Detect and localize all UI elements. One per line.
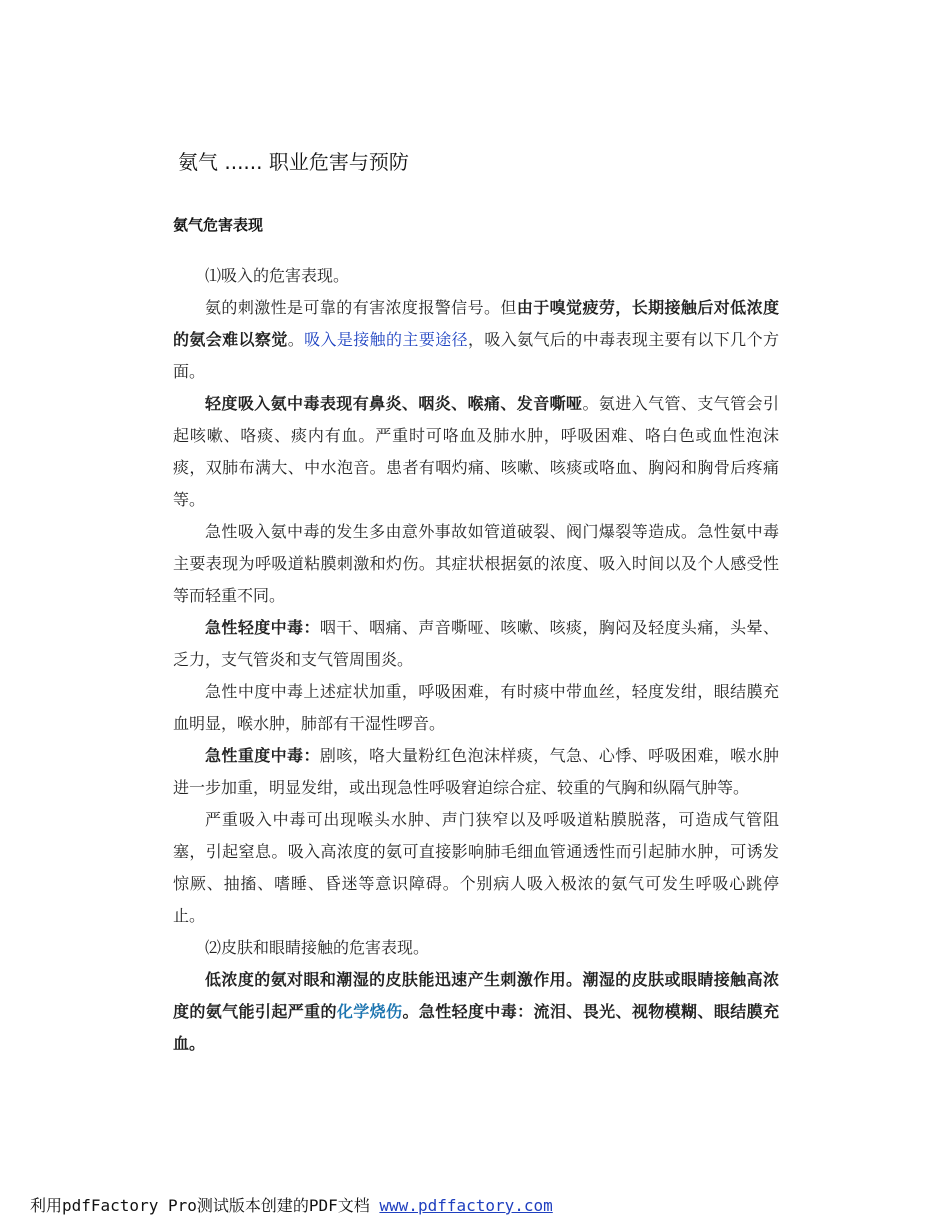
text-run: 低浓度的氨对眼和潮湿的皮肤能迅速产生刺激作用。潮湿的皮肤或眼睛接触高浓度的氨气能引起严重的 [173,970,779,1021]
text-run: ，吸入氨气后的中毒表现主要有以下几个方面。 [173,330,779,381]
paragraph-mild-inhalation [173,388,779,516]
highlight-text-run: 化学烧伤 [336,1002,403,1021]
footer-text: 利用pdfFactory Pro测试版本创建的PDF文档 [30,1196,370,1215]
text-run: 氨的刺激性是可靠的有害浓度报警信号。但 [205,298,517,317]
highlight-text-run: 吸入是接触的主要途径 [304,330,468,349]
paragraph-severe-inhalation: 严重吸入中毒可出现喉头水肿、声门狭窄以及呼吸道粘膜脱落，可造成气管阻塞，引起窒息。吸入高浓度的氨可直接影响肺毛细血管通透性而引起肺水肿，可诱发惊厥、抽搐、嗜睡、昏迷等意识障碍。个别病人吸入极浓的氨气可发生呼吸心跳停止。 [173,810,779,925]
text-run: 。 [287,330,305,349]
text-run: 。急性轻度中毒：流泪、畏光、视物模糊、眼结膜充血。 [173,1002,779,1053]
text-run: 咽干、咽痛、声音嘶哑、咳嗽、咳痰，胸闷及轻度头痛，头晕、乏力，支气管炎和支气管周围炎。 [173,618,779,669]
section-heading: 氨气危害表现 [173,216,264,234]
pdf-watermark-footer [30,1193,553,1216]
text-run: 剧咳，咯大量粉红色泡沫样痰，气急、心悸、呼吸困难，喉水肿进一步加重，明显发绀，或出现急性呼吸窘迫综合症、较重的气胸和纵隔气肿等。 [173,746,779,797]
bold-text-run: 由于嗅觉疲劳，长期接触后对低浓度的氨会难以察觉 [173,298,779,349]
paragraph-warning-signal [173,292,779,388]
paragraph-inhalation-heading: ⑴吸入的危害表现。 [205,266,350,285]
text-run: 。氨进入气管、支气管会引起咳嗽、咯痰、痰内有血。严重时可咯血及肺水肿，呼吸困难、咯白色或血性泡沫痰，双肺布满大、中水泡音。患者有咽灼痛、咳嗽、咳痰或咯血、胸闷和胸骨后疼痛等。 [173,394,779,509]
pdffactory-link[interactable]: www.pdffactory.com [379,1196,553,1215]
bold-text-run: 急性重度中毒： [205,746,320,765]
paragraph-skin-eye-heading: ⑵皮肤和眼睛接触的危害表现。 [205,938,430,957]
bold-text-run: 急性轻度中毒： [205,618,320,637]
page-title: 氨气 ...... 职业危害与预防 [178,150,409,174]
paragraph-acute-mild [173,612,779,676]
document-body [173,260,779,1060]
paragraph-acute-causes: 急性吸入氨中毒的发生多由意外事故如管道破裂、阀门爆裂等造成。急性氨中毒主要表现为呼吸道粘膜刺激和灼伤。其症状根据氨的浓度、吸入时间以及个人感受性等而轻重不同。 [173,522,779,605]
paragraph-skin-eye-contact [173,964,779,1060]
paragraph-acute-severe [173,740,779,804]
paragraph-acute-moderate: 急性中度中毒上述症状加重，呼吸困难，有时痰中带血丝，轻度发绀，眼结膜充血明显，喉水肿，肺部有干湿性啰音。 [173,682,779,733]
bold-text-run: 轻度吸入氨中毒表现有鼻炎、咽炎、喉痛、发音嘶哑 [205,394,583,413]
